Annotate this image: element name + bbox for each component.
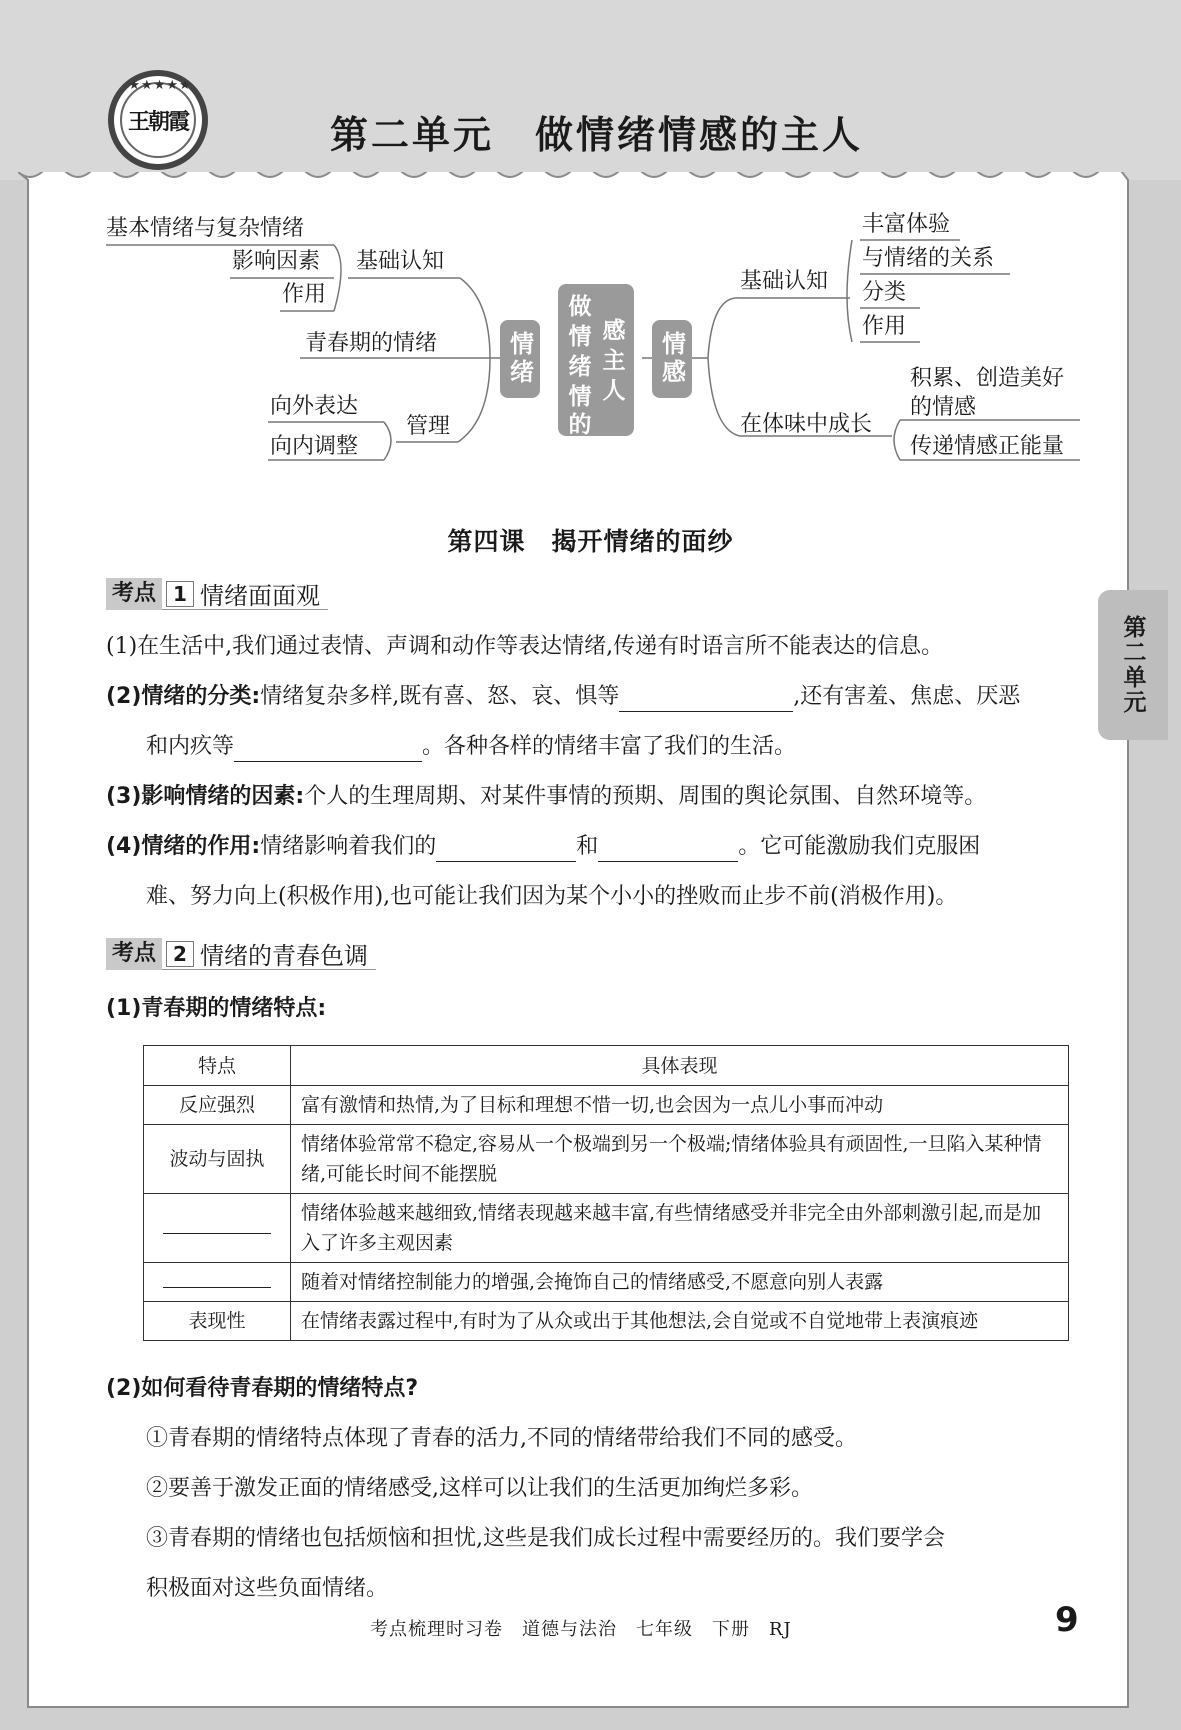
mm-left-basic-item-1: 基本情绪与复杂情绪	[106, 216, 305, 241]
mm-right-basic-item-3: 分类	[862, 280, 907, 305]
mm-right-grow-item-1: 积累、创造美好的情感	[910, 366, 1065, 420]
kp2-a3a: ③青春期的情绪也包括烦恼和担忧,这些是我们成长过程中需要经历的。我们要学会	[146, 1526, 945, 1551]
kp1-p4-b: 和	[576, 834, 599, 859]
table-row	[144, 1302, 1069, 1341]
kp1-tag: 考点	[106, 578, 162, 610]
kp2-a2: ②要善于激发正面的情绪感受,这样可以让我们的生活更加绚烂多彩。	[146, 1476, 813, 1501]
kp1-p2-d: 。各种各样的情绪丰富了我们的生活。	[422, 734, 797, 759]
lesson-title: 第四课 揭开情绪的面纱	[447, 527, 734, 556]
svg-text:情: 情	[568, 384, 592, 410]
kp1-title: 情绪面面观	[200, 582, 321, 610]
kp2-heading	[106, 938, 376, 970]
table-cell-value: 在情绪表露过程中,有时为了从众或出于其他想法,会自觉或不自觉地带上表演痕迹	[291, 1302, 1069, 1341]
kp2-q1-text: (1)青春期的情绪特点:	[106, 996, 327, 1021]
kp1-p2-a: 情绪复杂多样,既有喜、怒、哀、惧等	[260, 684, 620, 709]
kp1-heading	[106, 578, 328, 610]
mm-left-basic-item-3: 作用	[282, 282, 327, 307]
kp1-p3-text: 个人的生理周期、对某件事情的预期、周围的舆论氛围、自然环境等。	[304, 784, 987, 809]
mm-left-branch-label: 情绪	[505, 331, 534, 387]
mm-center-node	[558, 284, 634, 436]
kp1-p4	[106, 832, 1076, 862]
mm-left-manage: 管理	[406, 414, 451, 439]
table-cell-key	[144, 1263, 291, 1302]
kp1-blank-3[interactable]	[436, 838, 576, 862]
kp1-p4-label: (4)情绪的作用:	[106, 834, 261, 859]
kp1-blank-1[interactable]	[619, 688, 793, 712]
mm-center-text	[558, 284, 634, 436]
table-blank-2[interactable]	[163, 1268, 271, 1288]
mm-left-manage-item-1: 向外表达	[270, 394, 359, 419]
table-row	[144, 1125, 1069, 1194]
kp2-q1	[106, 994, 1076, 1024]
mm-left-manage-item-2: 向内调整	[270, 434, 359, 459]
kp2-a3b: 积极面对这些负面情绪。	[146, 1576, 389, 1601]
table-cell-key: 反应强烈	[144, 1086, 291, 1125]
table-cell-key	[144, 1194, 291, 1263]
feature-table	[143, 1045, 1069, 1341]
kp1-p2-label: (2)情绪的分类:	[106, 684, 261, 709]
mm-right-grow-item-2: 传递情感正能量	[910, 434, 1065, 459]
mm-left-basic-item-2: 影响因素	[232, 249, 321, 274]
kp1-blank-4[interactable]	[598, 838, 738, 862]
kp2-a1: ①青春期的情绪特点体现了青春的活力,不同的情绪带给我们不同的感受。	[146, 1426, 857, 1451]
mm-right-basic-item-2: 与情绪的关系	[862, 246, 995, 271]
unit-title: 第二单元 做情绪情感的主人	[330, 113, 864, 157]
svg-text:绪: 绪	[568, 354, 592, 380]
mm-right-grow: 在体味中成长	[740, 412, 873, 437]
table-cell-value: 情绪体验常常不稳定,容易从一个极端到另一个极端;情绪体验具有顽固性,一旦陷入某种情绪,可能长时间不能摆脱	[291, 1125, 1069, 1194]
logo-text: 王朝霞	[120, 82, 196, 158]
kp1-blank-2[interactable]	[234, 738, 422, 762]
kp1-p2-b: ,还有害羞、焦虑、厌恶	[793, 684, 1021, 709]
mm-right-branch-label: 情感	[657, 331, 686, 387]
table-cell-value: 富有激情和热情,为了目标和理想不惜一切,也会因为一点儿小事而冲动	[291, 1086, 1069, 1125]
logo-stars-icon: ★★★★★	[128, 78, 192, 93]
kp1-p2	[106, 682, 1076, 712]
mm-left-youth: 青春期的情绪	[305, 331, 438, 356]
svg-text:感: 感	[602, 318, 626, 344]
mm-right-basic-item-4: 作用	[862, 314, 907, 339]
footer-text: 考点梳理时习卷 道德与法治 七年级 下册 RJ	[370, 1619, 792, 1640]
kp1-p3	[106, 782, 1076, 812]
table-row	[144, 1194, 1069, 1263]
kp1-p3-label: (3)影响情绪的因素:	[106, 784, 305, 809]
kp1-p4-c: 。它可能激励我们克服困	[738, 834, 981, 859]
svg-text:人: 人	[602, 378, 626, 404]
table-blank-1[interactable]	[163, 1214, 271, 1234]
table-cell-value: 随着对情绪控制能力的增强,会掩饰自己的情绪感受,不愿意向别人表露	[291, 1263, 1069, 1302]
page-number: 9	[1055, 1600, 1079, 1640]
kp2-q2	[106, 1374, 1076, 1404]
kp2-title: 情绪的青春色调	[200, 942, 369, 970]
svg-text:的: 的	[568, 412, 592, 436]
table-row	[144, 1263, 1069, 1302]
kp2-q2-text: (2)如何看待青春期的情绪特点?	[106, 1376, 419, 1401]
table-cell-key: 波动与固执	[144, 1125, 291, 1194]
kp1-p1: (1)在生活中,我们通过表情、声调和动作等表达情绪,传递有时语言所不能表达的信息。	[106, 634, 944, 659]
side-tab	[1098, 590, 1168, 740]
kp2-num: 2	[166, 941, 194, 967]
table-cell-key: 表现性	[144, 1302, 291, 1341]
svg-text:做: 做	[568, 294, 592, 320]
kp1-p4-d: 难、努力向上(积极作用),也可能让我们因为某个小小的挫败而止步不前(消极作用)。	[146, 884, 958, 909]
table-header-key: 特点	[144, 1046, 291, 1086]
mm-left-basic: 基础认知	[356, 249, 445, 274]
kp1-p4-a: 情绪影响着我们的	[260, 834, 437, 859]
table-header-row	[144, 1046, 1069, 1086]
svg-text:主: 主	[602, 348, 626, 374]
table-row	[144, 1086, 1069, 1125]
mind-map	[0, 0, 1181, 480]
mm-right-basic: 基础认知	[740, 269, 829, 294]
kp1-num: 1	[166, 581, 194, 607]
table-header-value: 具体表现	[291, 1046, 1069, 1086]
kp1-p2-cont	[146, 732, 1116, 762]
side-tab-label: 第二单元	[1119, 615, 1146, 715]
table-cell-value: 情绪体验越来越细致,情绪表现越来越丰富,有些情绪感受并非完全由外部刺激引起,而是加入了许多主观因素	[291, 1194, 1069, 1263]
kp1-p2-c: 和内疚等	[146, 734, 235, 759]
mm-right-branch	[652, 320, 692, 398]
svg-text:情: 情	[568, 324, 592, 350]
kp2-tag: 考点	[106, 938, 162, 970]
mm-right-basic-item-1: 丰富体验	[862, 212, 951, 237]
mm-left-branch	[500, 320, 540, 398]
